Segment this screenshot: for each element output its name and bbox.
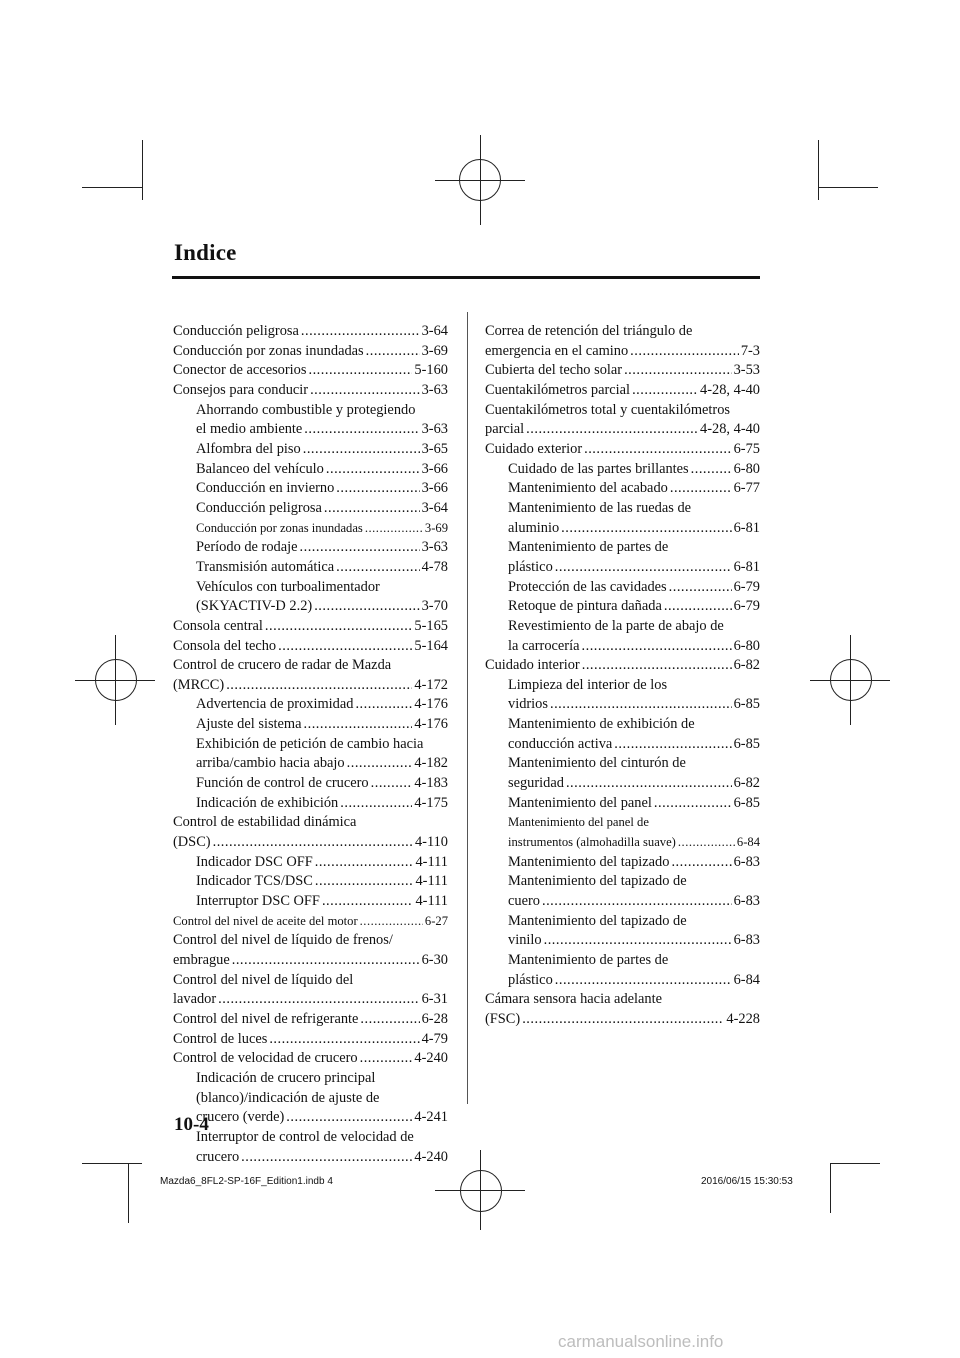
leader-dots: [691, 460, 732, 480]
index-entry: [173, 322, 448, 342]
index-entry: [173, 676, 448, 696]
index-page-ref: 6-30: [421, 952, 448, 968]
index-entry-text: Balanceo del vehículo: [196, 460, 324, 477]
index-entry-text: Conector de accesorios: [173, 362, 307, 379]
leader-dots: [300, 538, 420, 558]
leader-dots: [365, 519, 423, 539]
index-entry: [485, 420, 760, 440]
leader-dots: [322, 892, 414, 912]
index-page-ref: 6-75: [733, 440, 760, 457]
index-entry-text: Mantenimiento del acabado: [508, 480, 668, 497]
index-entry: [485, 1010, 760, 1030]
leader-dots: [213, 833, 413, 853]
index-page-ref: 6-83: [733, 932, 760, 949]
index-page-ref: 3-63: [421, 381, 448, 398]
index-page-ref: 4-182: [414, 755, 448, 772]
index-page-ref: 4-176: [414, 696, 448, 713]
index-entry-text: Indicación de exhibición: [196, 794, 339, 811]
index-entry: [173, 538, 448, 558]
index-entry: [173, 853, 448, 873]
index-entry-line: Cuentakilómetros total y cuentakilómetros: [485, 401, 730, 418]
index-entry-line: Correa de retención del triángulo de: [485, 323, 693, 339]
index-entry-text: Conducción por zonas inundadas: [196, 520, 363, 535]
leader-dots: [303, 440, 420, 460]
index-entry-text: Retoque de pintura dañada: [508, 598, 662, 615]
index-entry-line: Interruptor de control de velocidad de: [196, 1128, 414, 1145]
index-entry: [485, 853, 760, 873]
index-entry: [173, 342, 448, 362]
index-entry-text: aluminio: [508, 519, 560, 536]
index-entry-text: lavador: [173, 991, 217, 1008]
index-entry: [485, 460, 760, 480]
index-entry-line: Vehículos con turboalimentador: [196, 578, 380, 595]
leader-dots: [678, 833, 735, 853]
index-entry-text: Conducción por zonas inundadas: [173, 342, 364, 359]
index-page-ref: 6-82: [733, 657, 760, 674]
index-page-ref: 6-84: [736, 835, 760, 850]
index-entry-text: Cuentakilómetros parcial: [485, 381, 631, 398]
index-page-ref: 4-110: [414, 834, 448, 851]
index-entry-text: Transmisión automática: [196, 558, 335, 575]
index-entry-text: Indicador DSC OFF: [196, 853, 313, 870]
index-entry-line: Ahorrando combustible y protegiendo: [196, 401, 416, 418]
index-entry-text: Cuidado exterior: [485, 440, 583, 457]
index-page-ref: 6-80: [733, 637, 760, 654]
registration-mark: [435, 135, 525, 225]
index-entry: [485, 892, 760, 912]
index-page-ref: 3-64: [421, 323, 448, 339]
index-entry-text: Mantenimiento del tapizado: [508, 853, 670, 870]
index-page-ref: 3-63: [421, 539, 448, 556]
index-entry: [173, 951, 448, 971]
crop-mark: [142, 140, 143, 200]
leader-dots: [226, 676, 412, 696]
index-page-ref: 5-164: [414, 637, 448, 654]
index-entry-text: Control del nivel de aceite del motor: [173, 913, 358, 928]
index-page-ref: 6-83: [733, 853, 760, 870]
footer-timestamp: 2016/06/15 15:30:53: [701, 1176, 793, 1187]
index-entry-line: Mantenimiento del cinturón de: [508, 755, 686, 772]
leader-dots: [232, 951, 420, 971]
leader-dots: [670, 479, 732, 499]
leader-dots: [671, 853, 731, 873]
index-entry-text: Advertencia de proximidad: [196, 696, 354, 713]
index-entry: [173, 1148, 448, 1168]
page-title: Indice: [174, 240, 237, 265]
index-page-ref: 6-27: [424, 913, 448, 928]
index-entry: [173, 519, 448, 539]
index-entry: [173, 420, 448, 440]
index-entry-text: el medio ambiente: [196, 421, 303, 438]
index-page-ref: 3-65: [421, 440, 448, 457]
index-entry: [485, 519, 760, 539]
index-page-ref: 6-80: [733, 460, 760, 477]
index-entry-line: Mantenimiento del tapizado de: [508, 912, 687, 929]
index-entry: [485, 597, 760, 617]
leader-dots: [614, 735, 731, 755]
index-page-ref: 4-111: [415, 893, 448, 910]
index-page-ref: 6-83: [733, 893, 760, 910]
index-page-ref: 6-85: [733, 735, 760, 752]
crop-mark: [818, 187, 878, 188]
index-entry-text: Protección de las cavidades: [508, 578, 667, 595]
index-page-ref: 6-85: [733, 794, 760, 811]
footer-file-name: Mazda6_8FL2-SP-16F_Edition1.indb 4: [160, 1176, 333, 1187]
registration-mark: [810, 635, 890, 725]
leader-dots: [315, 853, 414, 873]
index-entry: [485, 637, 760, 657]
index-entry-text: Ajuste del sistema: [196, 716, 302, 733]
index-entry-line: Control del nivel de líquido de frenos/: [173, 932, 393, 949]
index-page-ref: 3-70: [421, 598, 448, 615]
leader-dots: [522, 1010, 724, 1030]
index-entry: [173, 1010, 448, 1030]
index-entry: [173, 715, 448, 735]
index-page-ref: 4-175: [414, 794, 448, 811]
index-page-ref: 3-66: [421, 480, 448, 497]
index-page-ref: 5-165: [414, 617, 448, 634]
index-entry-text: Control del nivel de refrigerante: [173, 1010, 359, 1027]
leader-dots: [360, 1010, 419, 1030]
leader-dots: [304, 715, 413, 735]
crop-mark: [82, 187, 142, 188]
index-page-ref: 3-63: [421, 421, 448, 438]
leader-dots: [360, 1049, 413, 1069]
index-entry: [173, 460, 448, 480]
leader-dots: [278, 637, 412, 657]
leader-dots: [371, 774, 413, 794]
index-entry-text: (SKYACTIV-D 2.2): [196, 598, 313, 615]
index-entry: [485, 558, 760, 578]
index-entry-text: arriba/cambio hacia abajo: [196, 755, 345, 772]
index-entry-line: Control de estabilidad dinámica: [173, 814, 357, 831]
index-page-ref: 4-228: [726, 1010, 760, 1027]
index-entry: [485, 774, 760, 794]
index-entry: [173, 617, 448, 637]
index-entry: [173, 1049, 448, 1069]
leader-dots: [566, 774, 732, 794]
index-entry-text: Consejos para conducir: [173, 381, 309, 398]
index-entry: [173, 1030, 448, 1050]
index-entry: [173, 499, 448, 519]
index-page-ref: 6-81: [733, 558, 760, 575]
index-entry-line: Mantenimiento de partes de: [508, 539, 669, 556]
index-page-ref: 6-82: [733, 775, 760, 792]
index-page-ref: 4-78: [421, 558, 448, 575]
index-entry-text: Función de control de crucero: [196, 775, 369, 792]
index-entry-text: Indicador TCS/DSC: [196, 873, 313, 890]
leader-dots: [310, 381, 420, 401]
crop-mark: [830, 1163, 831, 1213]
index-page-ref: 3-64: [421, 499, 448, 516]
index-page-ref: 4-176: [414, 716, 448, 733]
leader-dots: [286, 1108, 412, 1128]
index-page-ref: 3-69: [424, 520, 448, 535]
index-entry: [485, 578, 760, 598]
index-entry: [485, 794, 760, 814]
index-entry: [485, 342, 760, 362]
leader-dots: [308, 361, 412, 381]
index-page-ref: 3-66: [421, 460, 448, 477]
index-entry: [173, 833, 448, 853]
index-page-ref: 4-111: [415, 873, 448, 890]
index-entry: [485, 833, 760, 853]
leader-dots: [632, 381, 698, 401]
leader-dots: [340, 794, 412, 814]
index-page-ref: 4-28, 4-40: [700, 381, 760, 398]
index-entry-line: Indicación de crucero principal: [196, 1069, 376, 1086]
index-entry-text: Conducción en invierno: [196, 480, 335, 497]
index-entry-text: plástico: [508, 971, 553, 988]
index-page-ref: 6-85: [733, 696, 760, 713]
leader-dots: [630, 342, 739, 362]
index-entry-text: instrumentos (almohadilla suave): [508, 835, 676, 850]
index-entry: [173, 872, 448, 892]
index-entry-line: (blanco)/indicación de ajuste de: [196, 1089, 380, 1106]
index-page-ref: 3-53: [733, 362, 760, 379]
index-page-ref: 6-79: [733, 598, 760, 615]
index-page-ref: 4-183: [414, 775, 448, 792]
index-entry-text: Cubierta del techo solar: [485, 362, 623, 379]
index-entry-text: vidrios: [508, 696, 548, 713]
registration-mark: [75, 635, 155, 725]
index-entry-text: Control de luces: [173, 1030, 268, 1047]
index-entry-line: Exhibición de petición de cambio hacia: [196, 735, 424, 752]
index-page-ref: 4-240: [414, 1148, 448, 1165]
leader-dots: [336, 558, 419, 578]
leader-dots: [324, 499, 420, 519]
leader-dots: [555, 558, 732, 578]
index-entry-line: Revestimiento de la parte de abajo de: [508, 617, 724, 634]
index-entry-text: embrague: [173, 952, 230, 968]
index-entry-text: crucero: [196, 1148, 240, 1165]
index-entry: [173, 912, 448, 932]
index-entry-text: (DSC): [173, 834, 211, 851]
index-entry-text: (MRCC): [173, 676, 225, 693]
index-entry: [485, 381, 760, 401]
index-entry-text: cuero: [508, 893, 540, 910]
leader-dots: [664, 597, 732, 617]
index-entry-text: crucero (verde): [196, 1109, 285, 1126]
index-page-ref: 4-111: [415, 853, 448, 870]
index-entry-text: la carrocería: [508, 637, 580, 654]
leader-dots: [347, 754, 413, 774]
leader-dots: [241, 1148, 412, 1168]
leader-dots: [301, 322, 420, 342]
index-entry: [485, 695, 760, 715]
index-entry: [173, 754, 448, 774]
column-divider: [467, 312, 468, 1104]
crop-mark: [818, 140, 819, 200]
leader-dots: [544, 931, 732, 951]
index-entry: [173, 892, 448, 912]
leader-dots: [355, 695, 412, 715]
index-entry-text: Interruptor DSC OFF: [196, 893, 320, 910]
index-entry: [173, 440, 448, 460]
index-entry-text: Alfombra del piso: [196, 440, 301, 457]
leader-dots: [360, 912, 423, 932]
index-column-left: [173, 322, 448, 1167]
leader-dots: [269, 1030, 419, 1050]
index-page-ref: 6-31: [421, 991, 448, 1008]
leader-dots: [542, 892, 732, 912]
index-page-ref: 4-241: [414, 1109, 448, 1126]
index-entry-line: Limpieza del interior de los: [508, 676, 668, 693]
index-page-ref: 4-28, 4-40: [700, 421, 760, 438]
leader-dots: [654, 794, 732, 814]
index-page-ref: 6-79: [733, 578, 760, 595]
index-entry: [485, 931, 760, 951]
crop-mark: [128, 1163, 129, 1223]
index-entry-line: Cámara sensora hacia adelante: [485, 991, 662, 1008]
index-entry: [485, 656, 760, 676]
leader-dots: [561, 519, 731, 539]
leader-dots: [326, 460, 420, 480]
index-entry: [173, 774, 448, 794]
leader-dots: [336, 479, 419, 499]
leader-dots: [624, 361, 732, 381]
index-entry-line: Mantenimiento de exhibición de: [508, 716, 695, 733]
leader-dots: [265, 617, 413, 637]
index-entry: [173, 695, 448, 715]
index-entry: [173, 637, 448, 657]
index-entry: [485, 440, 760, 460]
index-page-ref: 6-84: [733, 971, 760, 988]
leader-dots: [218, 990, 419, 1010]
index-entry-text: (FSC): [485, 1010, 521, 1027]
index-entry-text: seguridad: [508, 775, 564, 792]
index-page-ref: 5-160: [414, 362, 448, 379]
leader-dots: [582, 637, 732, 657]
index-entry: [485, 735, 760, 755]
index-entry-line: Mantenimiento del tapizado de: [508, 873, 687, 890]
index-entry-line: Control de crucero de radar de Mazda: [173, 657, 392, 674]
index-entry: [173, 794, 448, 814]
index-entry: [485, 971, 760, 991]
index-entry-text: Conducción peligrosa: [173, 323, 299, 339]
index-page-ref: 4-240: [414, 1050, 448, 1067]
index-entry-text: Mantenimiento del panel: [508, 794, 652, 811]
index-entry-line: Mantenimiento del panel de: [508, 815, 649, 830]
index-column-right: [485, 322, 760, 1030]
index-entry-text: Consola central: [173, 617, 263, 634]
index-page-ref: 6-81: [733, 519, 760, 536]
index-entry-line: Mantenimiento de partes de: [508, 952, 669, 968]
watermark: carmanualsonline.info: [558, 1332, 724, 1351]
index-entry-line: Control del nivel de líquido del: [173, 971, 354, 988]
index-page-ref: 3-69: [421, 342, 448, 359]
leader-dots: [555, 971, 732, 991]
index-entry: [173, 597, 448, 617]
leader-dots: [582, 656, 732, 676]
page-number: 10-4: [174, 1114, 209, 1135]
leader-dots: [304, 420, 419, 440]
crop-mark: [82, 1163, 142, 1164]
index-entry: [173, 990, 448, 1010]
index-entry-text: vinilo: [508, 932, 542, 949]
index-entry-text: conducción activa: [508, 735, 613, 752]
index-page-ref: 7-3: [740, 342, 760, 359]
index-entry: [173, 558, 448, 578]
index-entry-text: parcial: [485, 421, 525, 438]
index-entry-text: emergencia en el camino: [485, 342, 629, 359]
index-entry-text: Período de rodaje: [196, 539, 298, 556]
index-entry: [173, 381, 448, 401]
index-entry: [485, 479, 760, 499]
index-entry-text: Control de velocidad de crucero: [173, 1050, 358, 1067]
index-page-ref: 4-79: [421, 1030, 448, 1047]
index-entry-text: plástico: [508, 558, 553, 575]
index-entry: [173, 1108, 448, 1128]
title-rule: [172, 276, 760, 279]
leader-dots: [669, 578, 732, 598]
registration-mark: [435, 1150, 525, 1230]
index-page-ref: 4-172: [414, 676, 448, 693]
index-entry-line: Mantenimiento de las ruedas de: [508, 499, 692, 516]
crop-mark: [830, 1163, 880, 1164]
leader-dots: [550, 695, 732, 715]
index-entry-text: Conducción peligrosa: [196, 499, 322, 516]
leader-dots: [314, 597, 419, 617]
index-entry-text: Consola del techo: [173, 637, 277, 654]
leader-dots: [366, 342, 420, 362]
index-entry-text: Cuidado de las partes brillantes: [508, 460, 689, 477]
leader-dots: [526, 420, 698, 440]
index-entry-text: Cuidado interior: [485, 657, 580, 674]
index-page-ref: 6-77: [733, 480, 760, 497]
index-entry: [173, 361, 448, 381]
index-entry: [173, 479, 448, 499]
index-page-ref: 6-28: [421, 1010, 448, 1027]
leader-dots: [315, 872, 414, 892]
leader-dots: [584, 440, 732, 460]
index-entry: [485, 361, 760, 381]
